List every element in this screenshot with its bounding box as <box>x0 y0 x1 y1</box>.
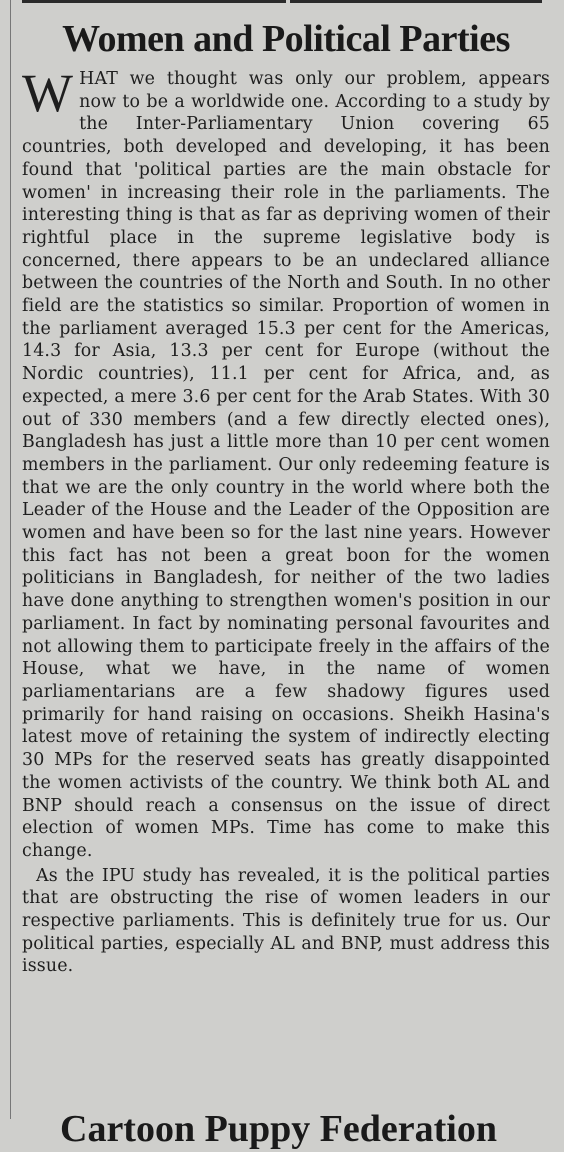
editorial-article <box>22 16 550 978</box>
article-headline: Women and Political Parties <box>62 18 510 60</box>
article-paragraph-1 <box>22 63 550 863</box>
article-paragraph-2: As the IPU study has revealed, it is the political parties that are obstructing the rise of women leaders in our respective parliaments. This is definitely true for us. Our political parties, especially AL and BNP, must address this issue. <box>22 865 550 977</box>
drop-cap: W <box>22 63 74 123</box>
paragraph-1-text: HAT we thought was only our problem, appears now to be a worldwide one. According to a study by the Inter-Parliamentary Union covering 65 countries, both developed and developing, it has been found that 'political parties are the main obstacle for women' in increasing their role in the parliaments. The interesting thing is that as far as depriving women of their rightful place in the supreme legislative body is concerned, there appears to be an undeclared alliance between the countries of the North and South. In no other field are the statistics so similar. Proportion of women in the parliament averaged 15.3 per cent for the Americas, 14.3 for Asia, 13.3 per cent for Europe (without the Nordic countries), 11.1 per cent for Africa, and, as expected, a mere 3.6 per cent for the Arab States. With 30 out of 330 members (and a few directly elected ones), Bangladesh has just a little more than 10 per cent women members in the parliament. Our only redeeming feature is that we are the only country in the world where both the Leader of the House and the Leader of the Opposition are women and have been so for the last nine years. However this fact has not been a great boon for the women politicians in Bangladesh, for neither of the two ladies have done anything to strengthen women's position in our parliament. In fact by nominating personal favourites and not allowing them to participate freely in the affairs of the House, what we have, in the name of women parliamentarians are a few shadowy figures used primarily for hand raising on occasions. Sheikh Hasina's latest move of retaining the system of indirectly electing 30 MPs for the reserved seats has greatly disappointed the women activists of the country. We think both AL and BNP should reach a consensus on the issue of direct election of women MPs. Time has come to make this change. <box>22 69 550 861</box>
next-article-headline-cropped: Cartoon Puppy Federation <box>60 1108 497 1150</box>
column-divider <box>10 0 11 1119</box>
top-rule <box>22 0 542 3</box>
